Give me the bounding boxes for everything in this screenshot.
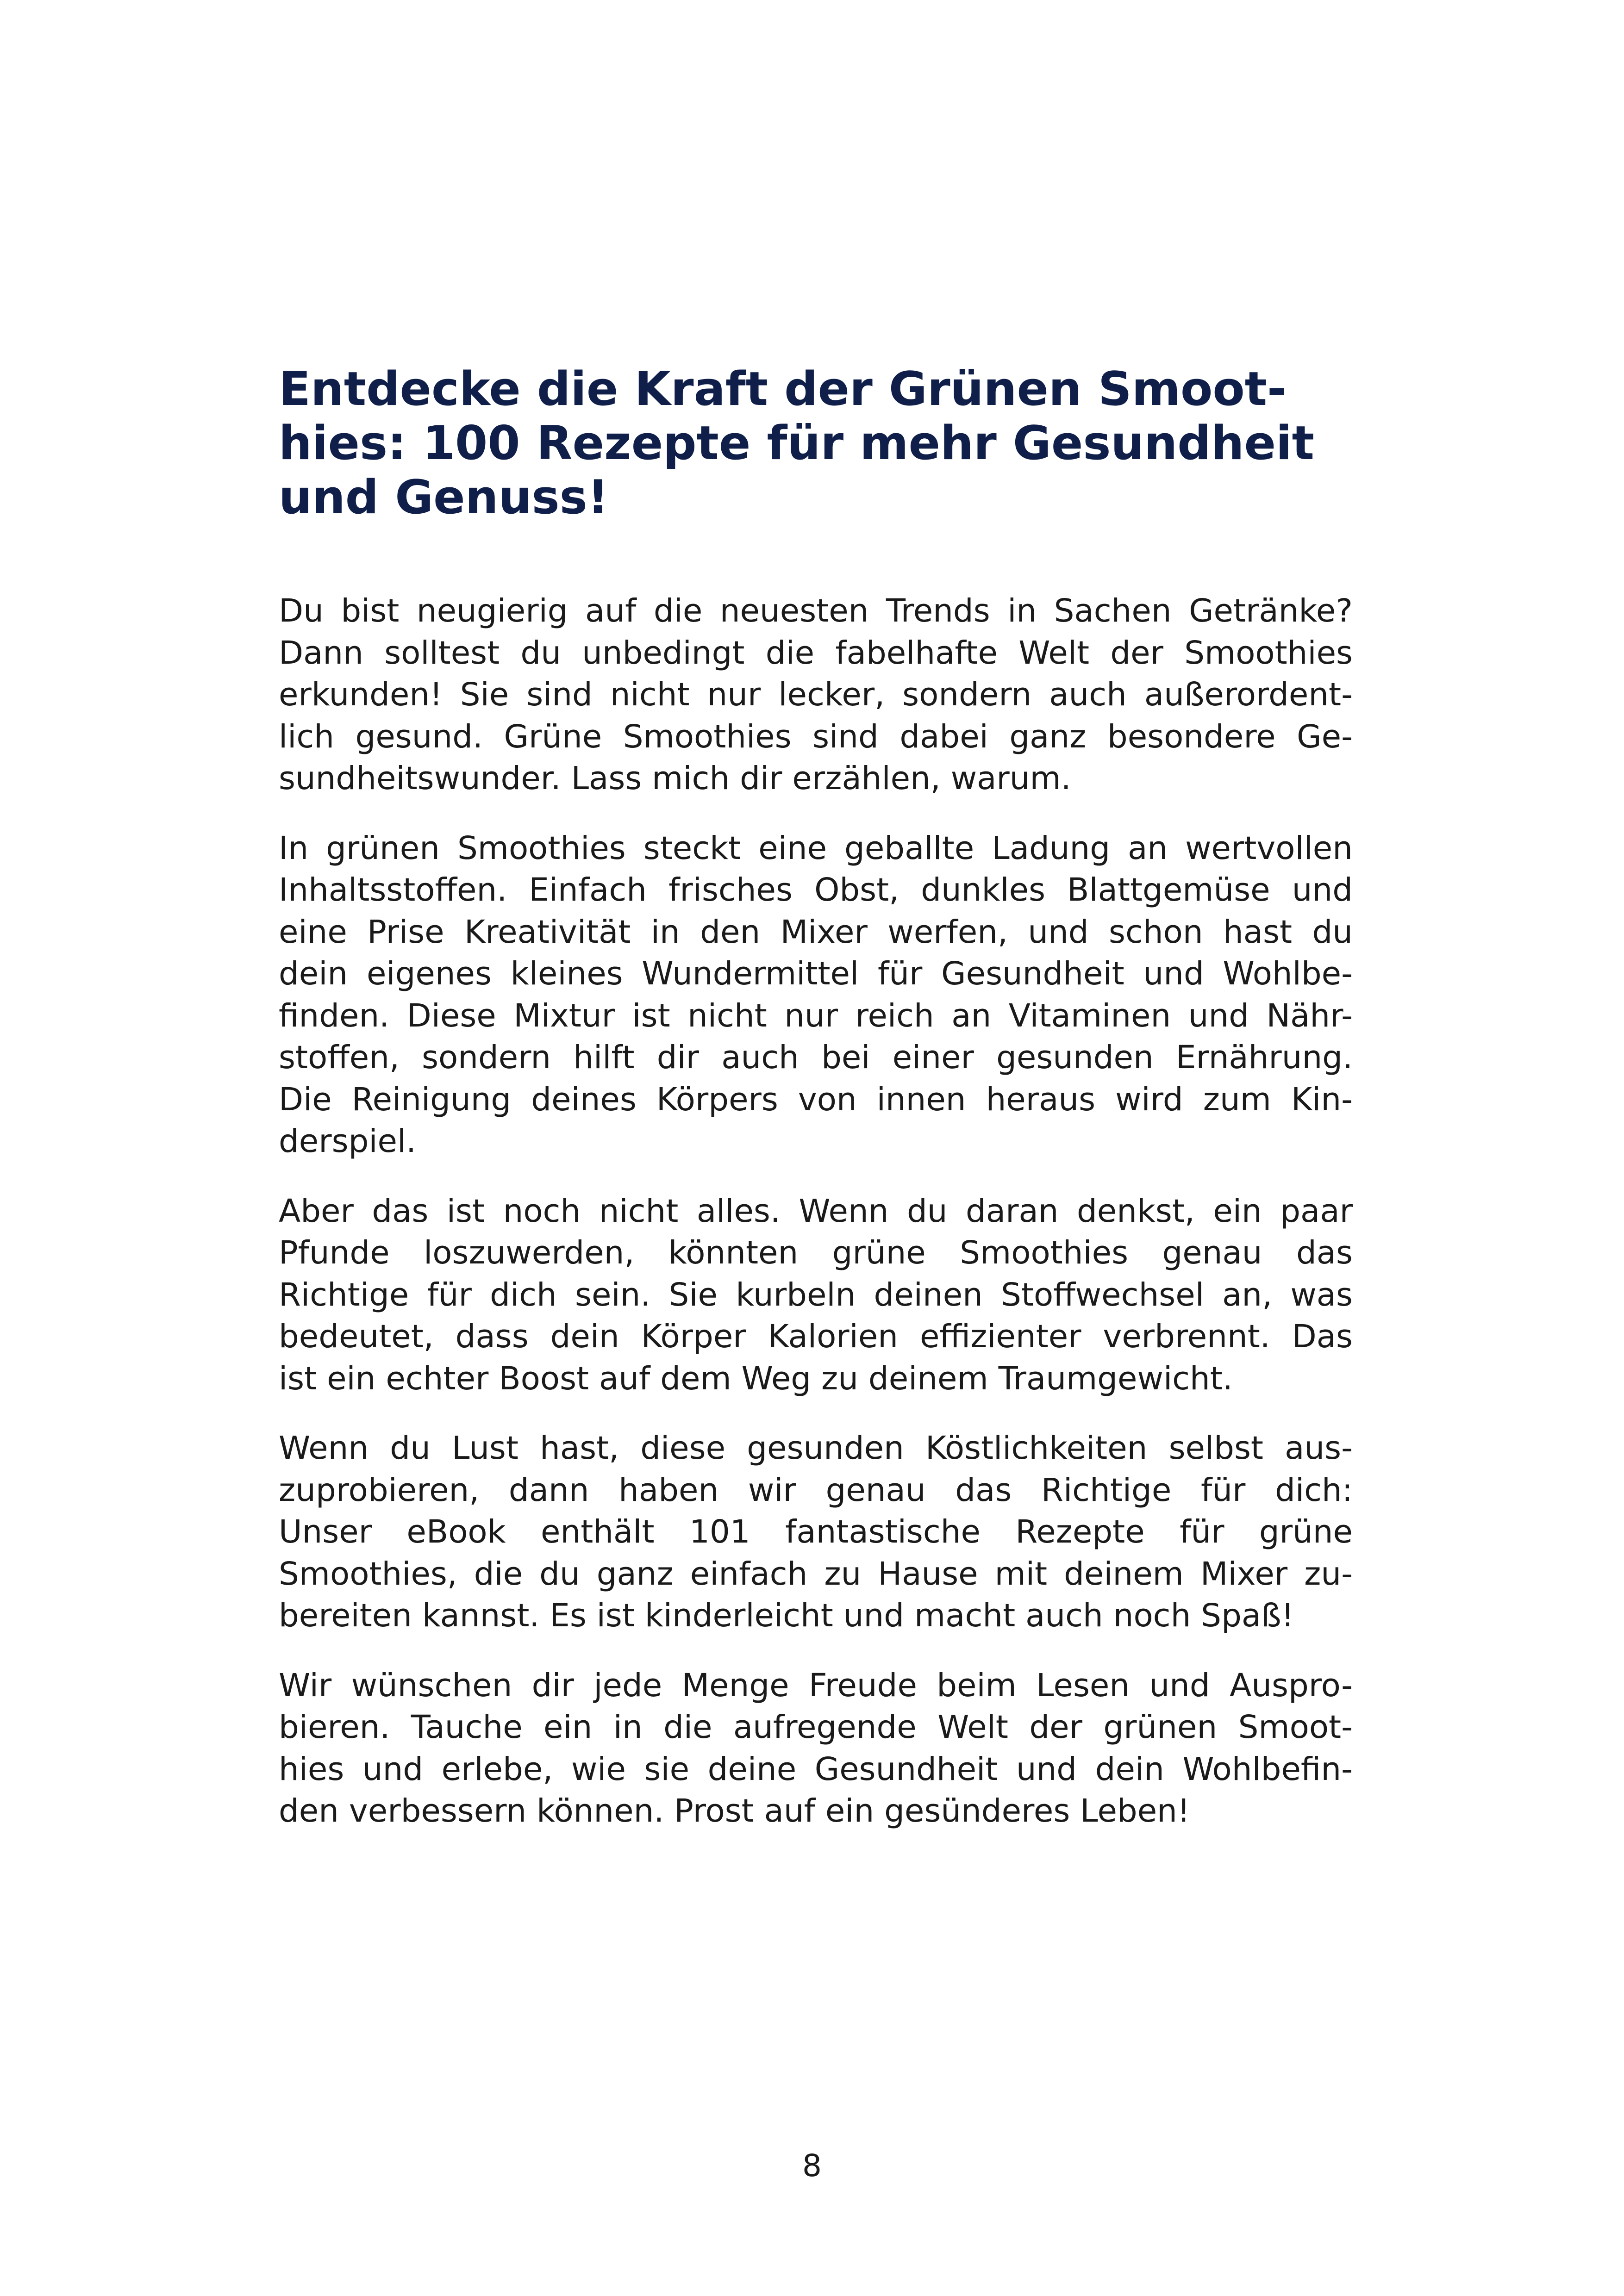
paragraph-ingredients [279,828,1353,1163]
text-line: Du bist neugierig auf die neuesten Trends in Sachen Getränke? [279,592,1353,629]
body-text [279,590,1353,1860]
text-line: stoffen, sondern hilft dir auch bei einer gesunden Ernährung. [279,1039,1353,1076]
text-line: bieren. Tauche ein in die aufregende Welt der grünen Smoot- [279,1709,1353,1746]
text-line: Smoothies, die du ganz einfach zu Hause mit deinem Mixer zu- [279,1555,1353,1593]
text-line: Richtige für dich sein. Sie kurbeln deinen Stoffwechsel an, was [279,1276,1353,1313]
text-line: hies und erlebe, wie sie deine Gesundheit und dein Wohlbefin- [279,1750,1353,1788]
paragraph-weight [279,1190,1353,1400]
paragraph-intro [279,590,1353,800]
title-line: Entdecke die Kraft der Grünen Smoot- [279,361,1287,416]
paragraph-ebook [279,1427,1353,1637]
text-line: Inhaltsstoffen. Einfach frisches Obst, dunkles Blattgemüse und [279,871,1353,908]
page-number: 8 [802,2148,822,2184]
text-line: derspiel. [279,1123,417,1160]
paragraph-closing [279,1665,1353,1832]
text-line: finden. Diese Mixtur ist nicht nur reich an Vitaminen und Nähr- [279,997,1353,1034]
text-line: zuprobieren, dann haben wir genau das Richtige für dich: [279,1471,1353,1509]
text-line: In grünen Smoothies steckt eine geballte Ladung an wertvollen [279,829,1353,867]
text-line: Die Reinigung deines Körpers von innen heraus wird zum Kin- [279,1081,1353,1118]
text-line: bedeutet, dass dein Körper Kalorien effizienter verbrennt. Das [279,1318,1353,1355]
text-line: Aber das ist noch nicht alles. Wenn du daran denkst, ein paar [279,1192,1353,1230]
text-line: lich gesund. Grüne Smoothies sind dabei ganz besondere Ge- [279,718,1353,755]
text-line: den verbessern können. Prost auf ein gesünderes Leben! [279,1792,1190,1829]
text-line: Pfunde loszuwerden, könnten grüne Smoothies genau das [279,1234,1353,1271]
text-line: Unser eBook enthält 101 fantastische Rezepte für grüne [279,1513,1353,1550]
text-line: sundheitswunder. Lass mich dir erzählen, warum. [279,760,1071,797]
text-line: eine Prise Kreativität in den Mixer werfen, und schon hast du [279,913,1353,951]
text-line: erkunden! Sie sind nicht nur lecker, sondern auch außerordent- [279,676,1353,713]
text-line: ist ein echter Boost auf dem Weg zu deinem Traumgewicht. [279,1360,1233,1397]
text-line: dein eigenes kleines Wundermittel für Gesundheit und Wohlbe- [279,955,1353,992]
title-line: und Genuss! [279,470,609,524]
title-line: hies: 100 Rezepte für mehr Gesundheit [279,416,1314,470]
text-line: bereiten kannst. Es ist kinderleicht und macht auch noch Spaß! [279,1597,1294,1634]
text-line: Dann solltest du unbedingt die fabelhafte Welt der Smoothies [279,634,1353,672]
text-line: Wenn du Lust hast, diese gesunden Köstlichkeiten selbst aus- [279,1430,1353,1467]
page-title [279,362,1353,524]
text-line: Wir wünschen dir jede Menge Freude beim Lesen und Auspro- [279,1667,1353,1704]
